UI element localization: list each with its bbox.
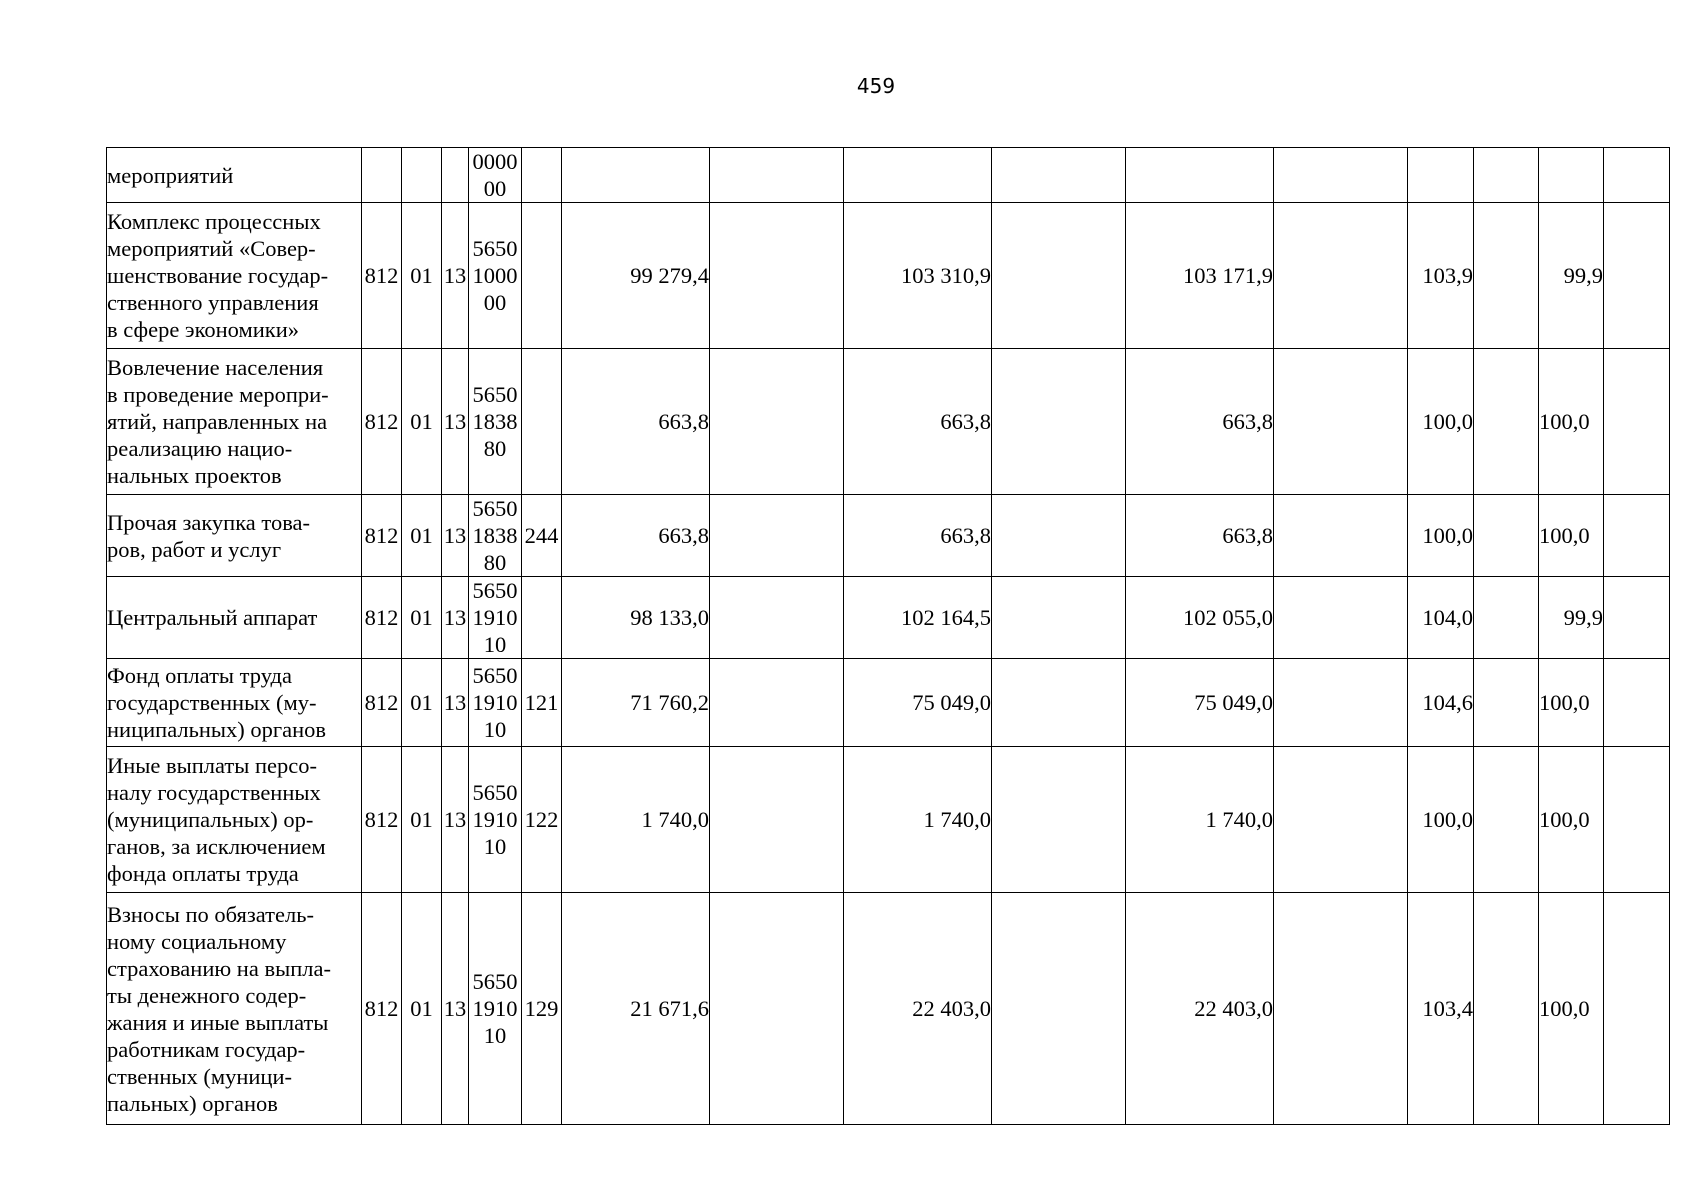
row-name-line: жания и иные выплаты [107, 1009, 329, 1035]
row-name-line: ственных (муници- [107, 1063, 293, 1089]
empty-cell [1474, 577, 1539, 659]
value-cell-3 [1126, 148, 1274, 203]
value-cell-1: 663,8 [562, 495, 710, 577]
target-code-line: 00 [483, 290, 507, 315]
row-name-line: мероприятий «Совер- [107, 236, 316, 261]
target-code-cell [469, 893, 522, 1125]
target-code-cell [469, 203, 522, 349]
percent-cell-2: 100,0 [1539, 893, 1604, 1125]
target-code-line: 1838 [472, 523, 518, 548]
percent-cell-2: 99,9 [1539, 203, 1604, 349]
table-row [107, 495, 1670, 577]
value-cell-2: 663,8 [844, 495, 992, 577]
percent-cell-2: 100,0 [1539, 747, 1604, 893]
value-cell-2: 75 049,0 [844, 659, 992, 747]
expense-type-cell [522, 577, 562, 659]
table-row [107, 893, 1670, 1125]
ministry-code-cell: 812 [362, 349, 402, 495]
table-row [107, 349, 1670, 495]
section-code-cell: 01 [402, 659, 442, 747]
subsection-code-cell: 13 [442, 893, 469, 1125]
value-cell-2: 102 164,5 [844, 577, 992, 659]
row-name-cell [107, 203, 362, 349]
target-code-cell [469, 747, 522, 893]
row-name-cell [107, 747, 362, 893]
expense-type-cell [522, 148, 562, 203]
empty-cell [1274, 747, 1408, 893]
value-cell-1 [562, 148, 710, 203]
table-row [107, 577, 1670, 659]
row-name-line: ганов, за исключением [107, 834, 326, 859]
row-name-line: в проведение меропри- [107, 382, 329, 407]
value-cell-3: 75 049,0 [1126, 659, 1274, 747]
value-cell-3: 103 171,9 [1126, 203, 1274, 349]
target-code-line: 10 [483, 632, 507, 657]
percent-cell-2: 99,9 [1539, 577, 1604, 659]
subsection-code-cell: 13 [442, 495, 469, 577]
row-name-line: ному социальному [107, 928, 287, 954]
empty-cell [1274, 148, 1408, 203]
value-cell-1: 98 133,0 [562, 577, 710, 659]
expense-type-cell [522, 203, 562, 349]
target-code-line: 1910 [472, 996, 518, 1021]
value-cell-1: 1 740,0 [562, 747, 710, 893]
percent-cell-2: 100,0 [1539, 349, 1604, 495]
value-cell-2: 1 740,0 [844, 747, 992, 893]
row-name-cell [107, 349, 362, 495]
target-code-line: 1838 [472, 409, 518, 434]
budget-table [106, 147, 1670, 1125]
empty-cell [710, 148, 844, 203]
empty-cell [1274, 203, 1408, 349]
section-code-cell: 01 [402, 203, 442, 349]
subsection-code-cell: 13 [442, 577, 469, 659]
row-name-cell [107, 577, 362, 659]
expense-type-cell: 244 [522, 495, 562, 577]
percent-cell-1: 103,4 [1408, 893, 1474, 1125]
expense-type-cell [522, 349, 562, 495]
ministry-code-cell [362, 148, 402, 203]
section-code-cell: 01 [402, 495, 442, 577]
expense-type-cell: 122 [522, 747, 562, 893]
budget-table-body [107, 148, 1670, 1125]
value-cell-3: 663,8 [1126, 349, 1274, 495]
row-name-line: (муниципальных) ор- [107, 807, 314, 832]
value-cell-1: 99 279,4 [562, 203, 710, 349]
value-cell-1: 663,8 [562, 349, 710, 495]
percent-cell-1: 104,0 [1408, 577, 1474, 659]
percent-cell-1: 100,0 [1408, 747, 1474, 893]
empty-cell [992, 203, 1126, 349]
section-code-cell: 01 [402, 747, 442, 893]
value-cell-2 [844, 148, 992, 203]
empty-cell [1274, 495, 1408, 577]
empty-cell [1474, 203, 1539, 349]
subsection-code-cell: 13 [442, 349, 469, 495]
percent-cell-2 [1539, 148, 1604, 203]
target-code-cell [469, 349, 522, 495]
empty-cell [992, 495, 1126, 577]
target-code-line: 80 [483, 550, 507, 575]
target-code-line: 5650 [472, 496, 518, 521]
empty-cell [1474, 495, 1539, 577]
value-cell-2: 22 403,0 [844, 893, 992, 1125]
empty-cell [1474, 747, 1539, 893]
page-number: 459 [856, 74, 896, 98]
empty-cell [1274, 659, 1408, 747]
row-name-cell [107, 659, 362, 747]
target-code-line: 1000 [472, 263, 518, 288]
empty-cell [1604, 893, 1670, 1125]
empty-cell [992, 659, 1126, 747]
table-row [107, 148, 1670, 203]
value-cell-3: 22 403,0 [1126, 893, 1274, 1125]
target-code-line: 0000 [472, 149, 518, 174]
ministry-code-cell: 812 [362, 495, 402, 577]
ministry-code-cell: 812 [362, 747, 402, 893]
row-name-line: шенствование государ- [107, 263, 329, 288]
empty-cell [1604, 203, 1670, 349]
section-code-cell [402, 148, 442, 203]
row-name-cell [107, 148, 362, 203]
percent-cell-2: 100,0 [1539, 495, 1604, 577]
target-code-line: 10 [483, 1023, 507, 1048]
row-name-line: ты денежного содер- [107, 982, 307, 1008]
empty-cell [710, 659, 844, 747]
row-name-line: ственного управления [107, 290, 319, 315]
empty-cell [1604, 659, 1670, 747]
target-code-line: 00 [483, 176, 507, 201]
table-row [107, 659, 1670, 747]
row-name-line: пальных) органов [107, 1090, 278, 1116]
percent-cell-1 [1408, 148, 1474, 203]
empty-cell [1474, 659, 1539, 747]
empty-cell [992, 747, 1126, 893]
row-name-line: Взносы по обязатель- [107, 901, 314, 927]
empty-cell [1604, 349, 1670, 495]
percent-cell-1: 100,0 [1408, 349, 1474, 495]
ministry-code-cell: 812 [362, 203, 402, 349]
target-code-line: 10 [483, 834, 507, 859]
empty-cell [1474, 349, 1539, 495]
empty-cell [992, 349, 1126, 495]
percent-cell-1: 100,0 [1408, 495, 1474, 577]
subsection-code-cell: 13 [442, 747, 469, 893]
row-name-line: ятий, направленных на [107, 409, 328, 434]
expense-type-cell: 121 [522, 659, 562, 747]
row-name-line: Вовлечение населения [107, 355, 324, 380]
empty-cell [992, 893, 1126, 1125]
subsection-code-cell: 13 [442, 659, 469, 747]
empty-cell [992, 577, 1126, 659]
empty-cell [1274, 349, 1408, 495]
section-code-cell: 01 [402, 349, 442, 495]
target-code-line: 1910 [472, 690, 518, 715]
ministry-code-cell: 812 [362, 577, 402, 659]
empty-cell [710, 349, 844, 495]
target-code-cell [469, 495, 522, 577]
table-row [107, 203, 1670, 349]
value-cell-3: 102 055,0 [1126, 577, 1274, 659]
row-name-line: ниципальных) органов [107, 717, 327, 742]
empty-cell [710, 747, 844, 893]
target-code-line: 5650 [472, 969, 518, 994]
row-name-line: в сфере экономики» [107, 317, 299, 342]
target-code-line: 1910 [472, 807, 518, 832]
percent-cell-2: 100,0 [1539, 659, 1604, 747]
subsection-code-cell [442, 148, 469, 203]
empty-cell [1604, 747, 1670, 893]
value-cell-3: 663,8 [1126, 495, 1274, 577]
row-name-line: работникам государ- [107, 1036, 306, 1062]
ministry-code-cell: 812 [362, 893, 402, 1125]
percent-cell-1: 103,9 [1408, 203, 1474, 349]
empty-cell [992, 148, 1126, 203]
row-name-cell [107, 495, 362, 577]
value-cell-2: 103 310,9 [844, 203, 992, 349]
row-name-line: ров, работ и услуг [107, 536, 282, 562]
empty-cell [1474, 893, 1539, 1125]
target-code-line: 10 [483, 717, 507, 742]
value-cell-2: 663,8 [844, 349, 992, 495]
row-name-line: Комплекс процессных [107, 209, 321, 234]
target-code-cell [469, 148, 522, 203]
row-name-line: Центральный аппарат [107, 605, 318, 630]
empty-cell [1604, 148, 1670, 203]
row-name-line: государственных (му- [107, 690, 317, 715]
row-name-line: страхованию на выпла- [107, 955, 331, 981]
percent-cell-1: 104,6 [1408, 659, 1474, 747]
row-name-line: налу государственных [107, 780, 321, 805]
row-name-line: мероприятий [107, 162, 234, 188]
empty-cell [710, 893, 844, 1125]
empty-cell [710, 495, 844, 577]
empty-cell [1274, 577, 1408, 659]
row-name-line: Прочая закупка това- [107, 509, 311, 535]
row-name-line: Фонд оплаты труда [107, 663, 292, 688]
target-code-line: 5650 [472, 780, 518, 805]
target-code-line: 1910 [472, 605, 518, 630]
empty-cell [1474, 148, 1539, 203]
empty-cell [710, 203, 844, 349]
row-name-cell [107, 893, 362, 1125]
section-code-cell: 01 [402, 577, 442, 659]
expense-type-cell: 129 [522, 893, 562, 1125]
row-name-line: реализацию нацио- [107, 436, 293, 461]
target-code-cell [469, 659, 522, 747]
target-code-line: 5650 [472, 382, 518, 407]
table-row [107, 747, 1670, 893]
ministry-code-cell: 812 [362, 659, 402, 747]
subsection-code-cell: 13 [442, 203, 469, 349]
target-code-line: 5650 [472, 578, 518, 603]
target-code-line: 80 [483, 436, 507, 461]
row-name-line: Иные выплаты персо- [107, 753, 318, 778]
row-name-line: нальных проектов [107, 463, 282, 488]
value-cell-1: 71 760,2 [562, 659, 710, 747]
empty-cell [1274, 893, 1408, 1125]
empty-cell [1604, 495, 1670, 577]
section-code-cell: 01 [402, 893, 442, 1125]
target-code-cell [469, 577, 522, 659]
value-cell-1: 21 671,6 [562, 893, 710, 1125]
target-code-line: 5650 [472, 663, 518, 688]
empty-cell [1604, 577, 1670, 659]
target-code-line: 5650 [472, 236, 518, 261]
row-name-line: фонда оплаты труда [107, 861, 299, 886]
empty-cell [710, 577, 844, 659]
value-cell-3: 1 740,0 [1126, 747, 1274, 893]
